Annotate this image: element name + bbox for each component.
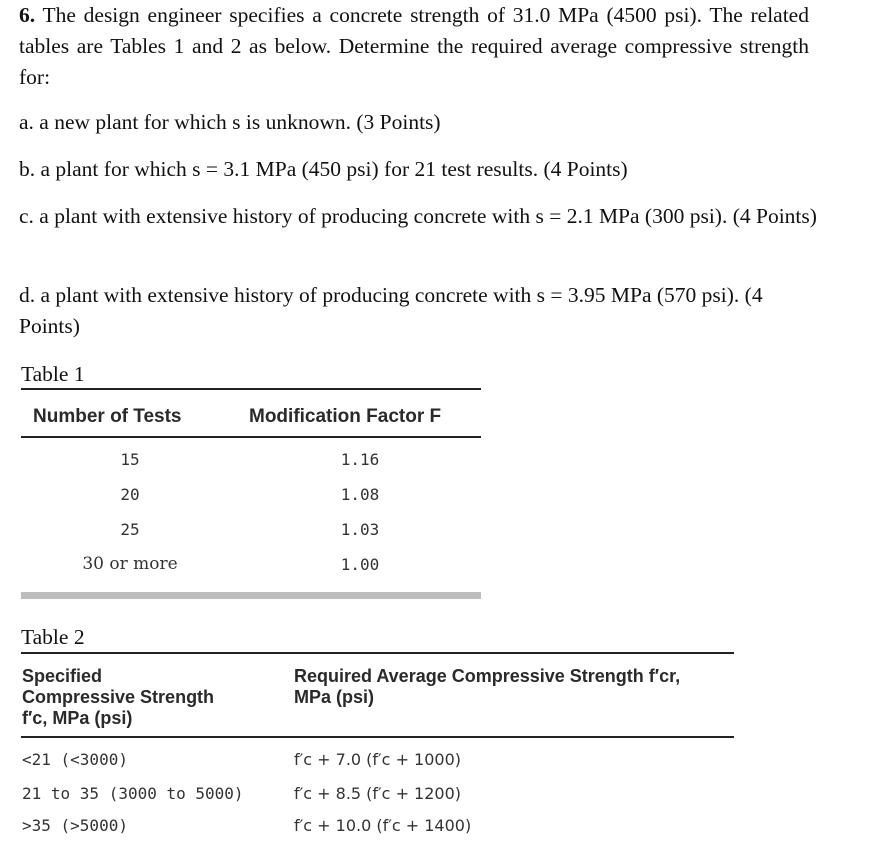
table2-top-rule	[21, 652, 734, 654]
table1-tests-cell: 15	[120, 450, 140, 469]
table2-req-cell: f′c + 10.0 (f′c + 1400)	[294, 816, 472, 835]
question-part-c: c. a plant with extensive history of producing concrete with s = 2.1 MPa (300 psi). (4 Points)	[19, 204, 817, 228]
table1-factor-cell: 1.00	[340, 555, 380, 574]
table1-header-tests: Number of Tests	[33, 406, 182, 427]
table2-header-right-line: MPa (psi)	[294, 687, 375, 707]
table1-tests-cell: 20	[120, 485, 140, 504]
table2-header-left-line: f′c, MPa (psi)	[22, 708, 133, 728]
table1-factor-cell: 1.16	[340, 450, 380, 469]
table2-spec-cell: >35 (>5000)	[22, 816, 128, 835]
question-part-a: a. a new plant for which s is unknown. (3 Points)	[19, 110, 441, 134]
table2-req-cell: f′c + 8.5 (f′c + 1200)	[294, 784, 462, 803]
table2-header-right-line: Required Average Compressive Strength f′cr,	[294, 666, 681, 686]
table1-tests-cell: 25	[120, 520, 140, 539]
question-intro	[19, 0, 809, 93]
table1-tests-cell: 30 or more	[82, 554, 178, 574]
table2-req-cell: f′c + 7.0 (f′c + 1000)	[294, 750, 462, 769]
table2-caption: Table 2	[21, 625, 85, 649]
question-number: 6.	[19, 3, 36, 27]
table1-top-rule	[21, 388, 481, 390]
table1-factor-cell: 1.08	[340, 485, 380, 504]
question-intro-text: The design engineer specifies a concrete strength of 31.0 MPa (4500 psi). The related tables are Tables 1 and 2 as below. Determine the required average compressive strength for:	[19, 3, 809, 89]
table2-spec-cell: <21 (<3000)	[22, 750, 128, 769]
table1-factor-cell: 1.03	[340, 520, 380, 539]
table2-header-left-line: Compressive Strength	[22, 687, 215, 707]
table1-bottom-bar	[21, 592, 481, 599]
table2-header-rule	[21, 736, 734, 738]
table2-header-left-line: Specified	[22, 666, 103, 686]
table1-caption: Table 1	[21, 362, 85, 386]
table1-header-rule	[21, 436, 481, 438]
question-part-b: b. a plant for which s = 3.1 MPa (450 psi) for 21 test results. (4 Points)	[19, 157, 628, 181]
table1-header-factor: Modification Factor F	[249, 406, 442, 427]
question-part-d: d. a plant with extensive history of producing concrete with s = 3.95 MPa (570 psi). (4 Points)	[19, 283, 763, 338]
table2-spec-cell: 21 to 35 (3000 to 5000)	[22, 784, 244, 803]
